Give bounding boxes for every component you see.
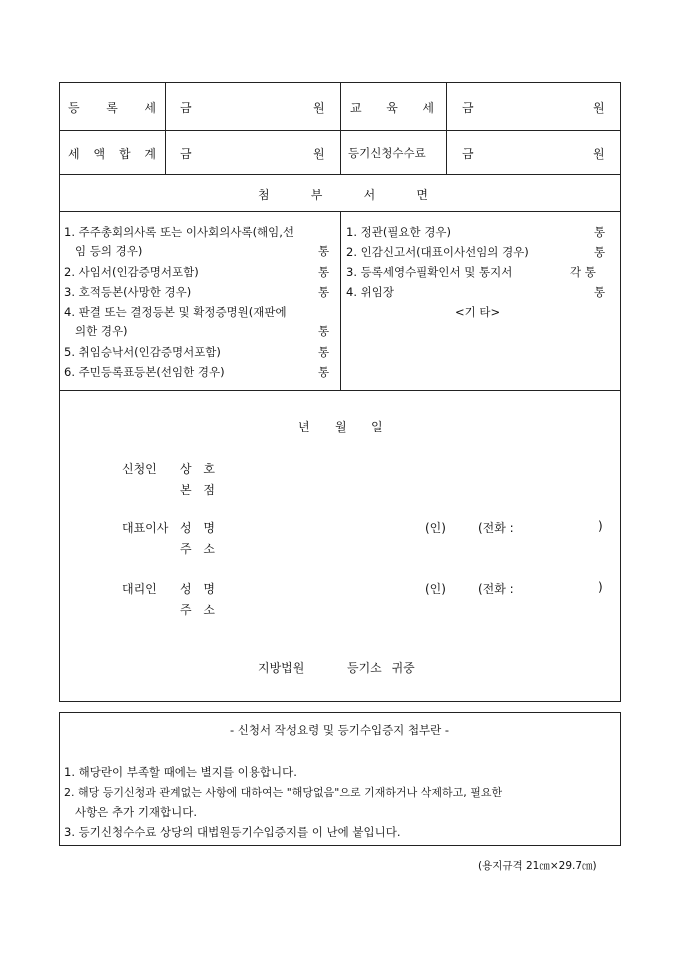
agent-phone-open: (전화 : [478, 582, 514, 596]
attachment-left-3-unit: 통 [318, 285, 330, 299]
instructions-title: - 신청서 작성요령 및 등기수입증지 첩부란 - [230, 723, 450, 737]
trade-name-label: 상 호 [180, 462, 215, 476]
attachment-right-3-unit: 각 통 [570, 265, 596, 279]
rep-phone-close: ) [598, 519, 603, 533]
attachment-left-6-unit: 통 [318, 365, 330, 379]
attachment-left-2: 2. 사임서(인감증명서포함) [64, 265, 199, 279]
agent-seal: (인) [425, 582, 446, 596]
total-tax-currency: 원 [313, 147, 325, 161]
attachment-left-1b-unit: 통 [318, 244, 330, 258]
edu-tax-amount-prefix: 금 [462, 101, 474, 115]
attachments-title: 첨 부 서 면 [258, 188, 428, 202]
reg-fee-currency: 원 [593, 147, 605, 161]
attachment-right-2: 2. 인감신고서(대표이사선임의 경우) [346, 245, 529, 259]
registry-label: 등기소 귀중 [347, 661, 415, 675]
attachment-left-6: 6. 주민등록표등본(선임한 경우) [64, 365, 225, 379]
attachment-left-4b-unit: 통 [318, 324, 330, 338]
reg-tax-currency: 원 [313, 101, 325, 115]
attachment-left-5-unit: 통 [318, 345, 330, 359]
attachment-left-1b: 임 등의 경우) [64, 244, 143, 258]
agent-address-label: 주 소 [180, 603, 215, 617]
instruction-item-1: 1. 해당란이 부족할 때에는 별지를 이용합니다. [64, 765, 297, 779]
attachment-right-4: 4. 위임장 [346, 285, 394, 299]
attachment-left-2-unit: 통 [318, 265, 330, 279]
attachment-right-1-unit: 통 [594, 225, 606, 239]
total-tax-amount-prefix: 금 [180, 147, 192, 161]
attachment-left-4: 4. 판결 또는 결정등본 및 확정증명원(재판에 [64, 305, 287, 319]
head-office-label: 본 점 [180, 483, 215, 497]
instruction-item-2: 2. 해당 등기신청과 관계없는 사항에 대하여는 "해당없음"으로 기재하거나 삭제하고, 필요한 [64, 786, 503, 799]
agent-phone-close: ) [598, 580, 603, 594]
attachment-other-label: <기 타> [455, 305, 501, 319]
application-form-box [59, 82, 621, 702]
representative-label: 대표이사 [122, 521, 169, 535]
col-divider [340, 82, 341, 174]
date-month: 월 [335, 420, 347, 434]
attachment-right-4-unit: 통 [594, 285, 606, 299]
rep-seal: (인) [425, 521, 446, 535]
paper-size-note: (용지규격 21㎝×29.7㎝) [478, 860, 597, 872]
row-divider [59, 390, 621, 391]
date-day: 일 [371, 420, 383, 434]
rep-address-label: 주 소 [180, 542, 215, 556]
reg-tax-label: 등 록 세 [68, 101, 156, 115]
rep-phone-open: (전화 : [478, 521, 514, 535]
col-divider [165, 82, 166, 174]
instruction-item-3: 3. 등기신청수수료 상당의 대법원등기수입증지를 이 난에 붙입니다. [64, 825, 401, 839]
reg-tax-amount-prefix: 금 [180, 101, 192, 115]
attachment-left-5: 5. 취임승낙서(인감증명서포함) [64, 345, 221, 359]
col-divider [340, 211, 341, 390]
total-tax-label: 세 액 합 계 [68, 147, 156, 161]
rep-name-label: 성 명 [180, 521, 215, 535]
attachment-right-1: 1. 정관(필요한 경우) [346, 225, 452, 239]
reg-fee-amount-prefix: 금 [462, 147, 474, 161]
edu-tax-currency: 원 [593, 101, 605, 115]
reg-fee-label: 등기신청수수료 [348, 146, 426, 160]
attachment-left-3: 3. 호적등본(사망한 경우) [64, 285, 192, 299]
attachment-right-3: 3. 등록세영수필확인서 및 통지서 [346, 265, 513, 279]
applicant-label: 신청인 [122, 462, 157, 476]
court-label: 지방법원 [258, 661, 305, 675]
attachment-left-1: 1. 주주총회의사록 또는 이사회의사록(해임,선 [64, 225, 295, 239]
instruction-item-2b: 사항은 추가 기재합니다. [64, 805, 198, 819]
attachment-left-4b: 의한 경우) [64, 324, 128, 338]
agent-name-label: 성 명 [180, 582, 215, 596]
col-divider [446, 82, 447, 174]
edu-tax-label: 교 육 세 [350, 101, 434, 115]
date-year: 년 [298, 420, 310, 434]
row-divider [59, 174, 621, 175]
agent-label: 대리인 [122, 582, 157, 596]
attachment-right-2-unit: 통 [594, 245, 606, 259]
